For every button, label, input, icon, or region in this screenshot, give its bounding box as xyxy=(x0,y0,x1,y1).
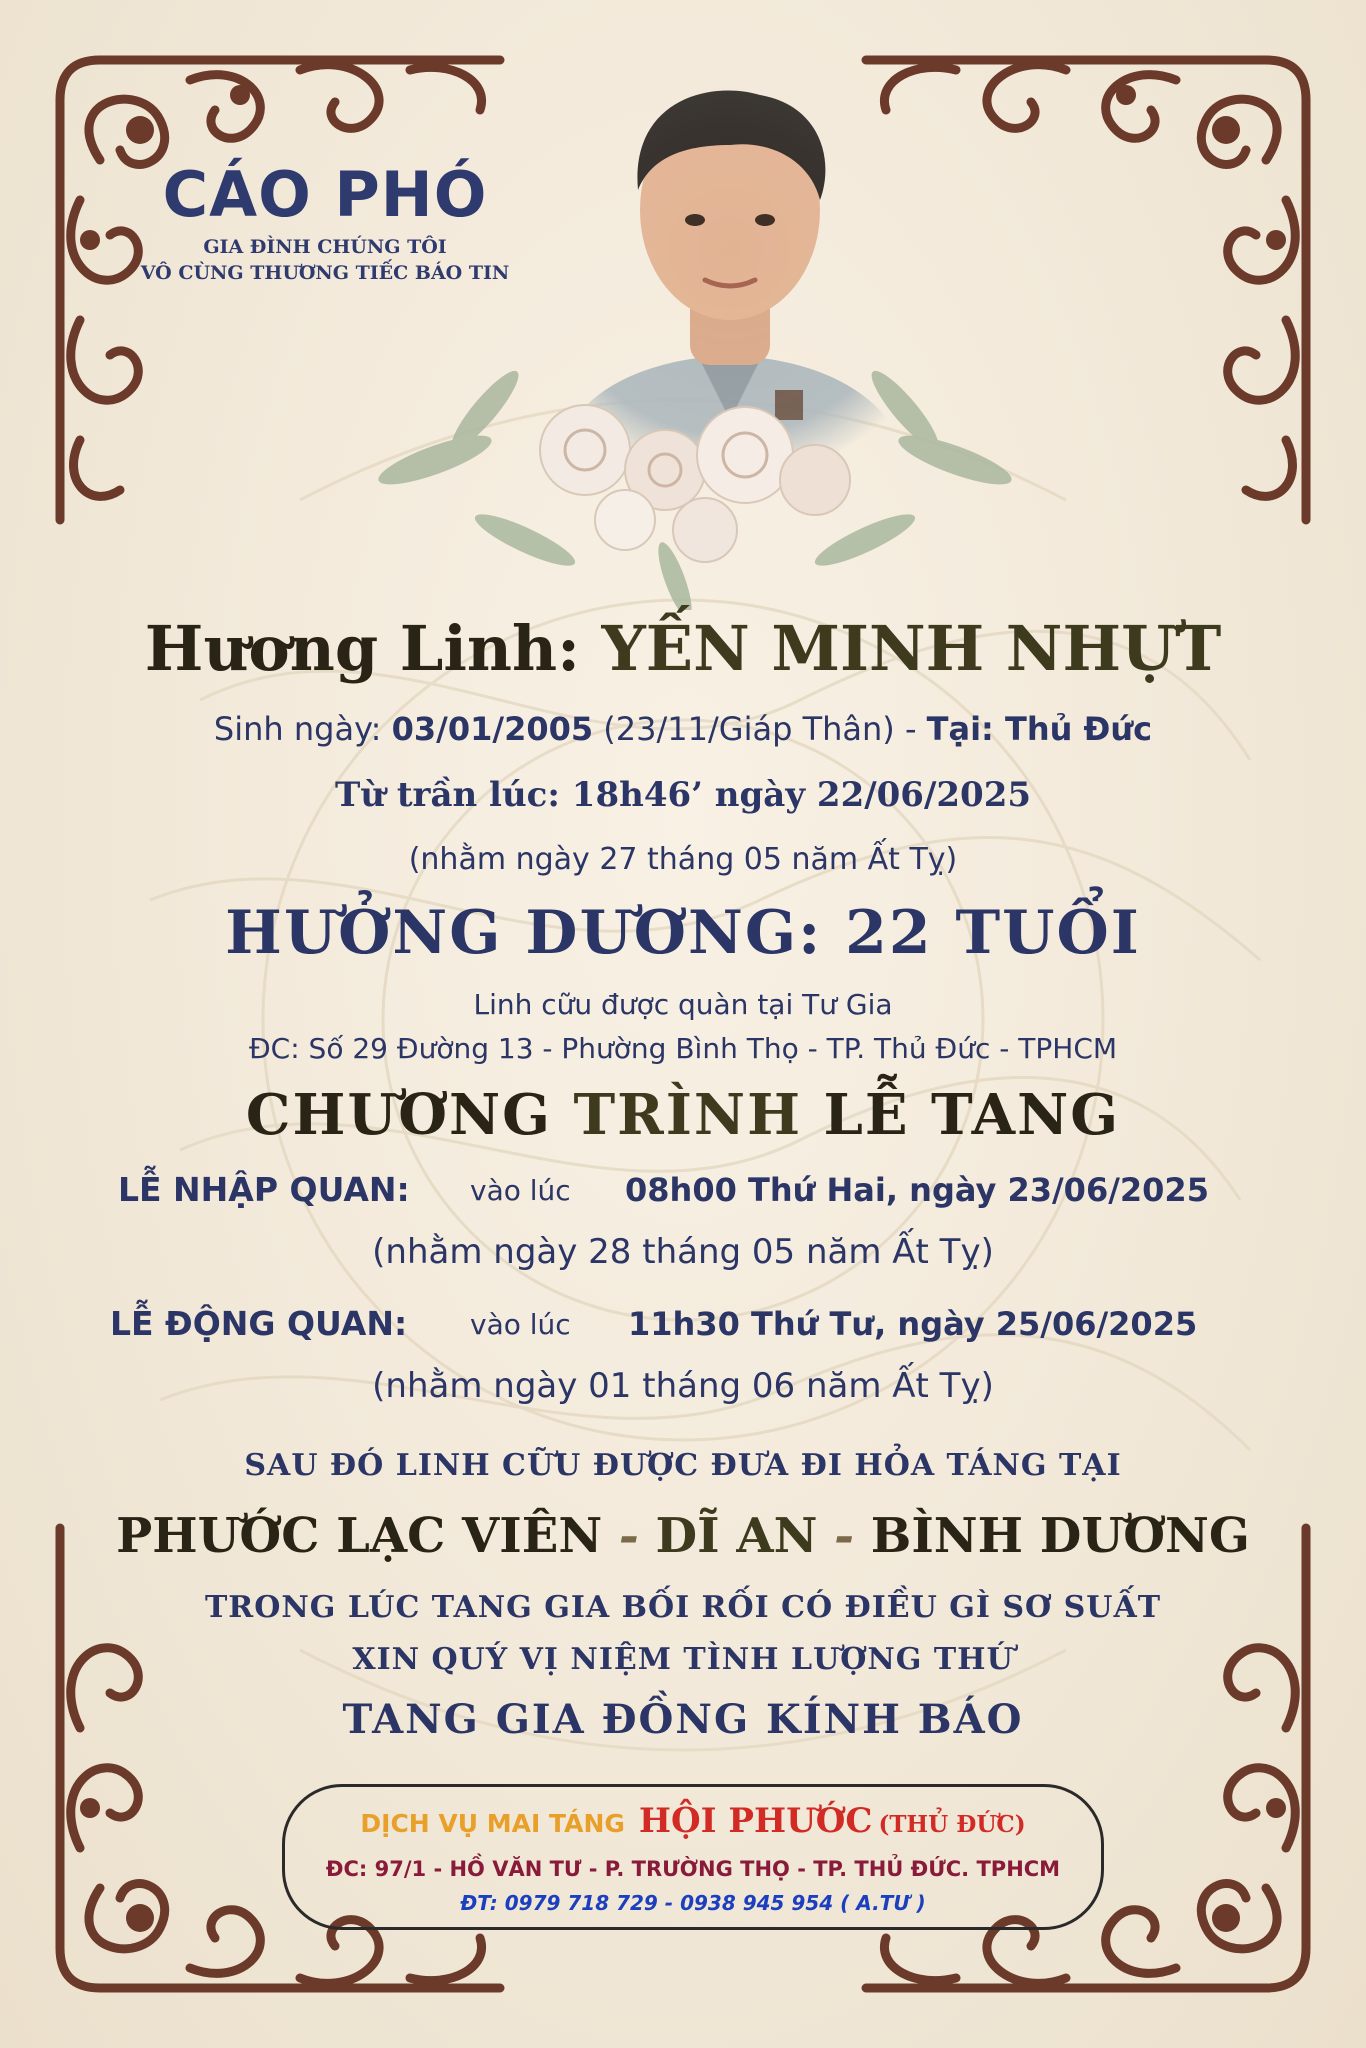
death-info xyxy=(0,775,1366,815)
header-subtitle: VÔ CÙNG THƯƠNG TIẾC BÁO TIN xyxy=(140,262,510,284)
corner-ornament-icon xyxy=(40,1508,510,2008)
cremation-line: SAU ĐÓ LINH CỮU ĐƯỢC ĐƯA ĐI HỎA TÁNG TẠI xyxy=(244,1448,1122,1483)
place-part-1: PHƯỚC LẠC VIÊN xyxy=(116,1508,603,1564)
deceased-name: YẾN MINH NHỰT xyxy=(601,612,1222,685)
corner-ornament-icon xyxy=(856,1508,1326,2008)
deceased-name-line xyxy=(0,612,1366,685)
birth-date: 03/01/2005 xyxy=(391,710,594,748)
place-dash: - xyxy=(602,1508,656,1564)
place-part-3: BÌNH DƯƠNG xyxy=(870,1508,1250,1564)
wake-address: ĐC: Số 29 Đường 13 - Phường Bình Thọ - TP. Thủ Đức - TPHCM xyxy=(248,1032,1118,1065)
apology-line: XIN QUÝ VỊ NIỆM TÌNH LƯỢNG THỨ xyxy=(352,1642,1014,1677)
name-prefix: Hương Linh: xyxy=(144,612,602,685)
age-heading: HƯỞNG DƯƠNG: 22 TUỔI xyxy=(225,898,1141,968)
program-heading xyxy=(0,1082,1366,1148)
birth-lunar: (23/11/Giáp Thân) - xyxy=(593,710,927,748)
rite-at: vào lúc xyxy=(470,1174,571,1207)
program-title-2: TRÌNH xyxy=(573,1082,824,1148)
family-notice: TANG GIA ĐỒNG KÍNH BÁO xyxy=(342,1696,1024,1743)
rite-time: 08h00 Thứ Hai, ngày 23/06/2025 xyxy=(625,1171,1209,1209)
page-title: CÁO PHÓ xyxy=(162,158,488,231)
service-brand: HỘI PHƯỚC xyxy=(638,1801,873,1841)
death-date-label: ngày xyxy=(702,775,817,815)
rite-time: 11h30 Thứ Tư, ngày 25/06/2025 xyxy=(628,1305,1198,1343)
service-name: DỊCH VỤ MAI TÁNG xyxy=(360,1809,625,1838)
header-subtitle: GIA ĐÌNH CHÚNG TÔI xyxy=(203,236,447,258)
rite-label: LỄ ĐỘNG QUAN: xyxy=(110,1304,408,1343)
birth-place: Thủ Đức xyxy=(1004,710,1153,748)
birth-label: Sinh ngày: xyxy=(213,710,392,748)
apology-line: TRONG LÚC TANG GIA BỐI RỐI CÓ ĐIỀU GÌ SƠ SUẤT xyxy=(204,1590,1162,1625)
wake-location: Linh cữu được quàn tại Tư Gia xyxy=(473,988,893,1021)
rite-row xyxy=(0,1170,1366,1220)
service-address: ĐC: 97/1 - HỒ VĂN TƯ - P. TRƯỜNG THỌ - TP. THỦ ĐỨC. TPHCM xyxy=(325,1857,1061,1881)
place-dash: - xyxy=(817,1508,871,1564)
rite-row xyxy=(0,1304,1366,1354)
service-title-row xyxy=(285,1801,1101,1841)
death-date: 22/06/2025 xyxy=(816,775,1032,815)
cremation-place xyxy=(0,1508,1366,1564)
death-time: 18h46’ xyxy=(571,775,703,815)
service-phone: ĐT: 0979 718 729 - 0938 945 954 ( A.TƯ ) xyxy=(460,1891,926,1915)
funeral-service-box xyxy=(282,1784,1104,1930)
rite-at: vào lúc xyxy=(470,1308,571,1341)
rite-lunar: (nhằm ngày 28 tháng 05 năm Ất Tỵ) xyxy=(372,1232,994,1272)
birth-place-label: Tại: xyxy=(926,710,1005,748)
death-label: Từ trần lúc: xyxy=(334,775,572,815)
rite-lunar: (nhằm ngày 01 tháng 06 năm Ất Tỵ) xyxy=(372,1366,994,1406)
service-area: (THỦ ĐỨC) xyxy=(878,1811,1026,1838)
program-title-1: CHƯƠNG xyxy=(245,1082,574,1148)
place-part-2: DĨ AN xyxy=(655,1508,818,1564)
flower-bouquet-icon xyxy=(375,340,1015,610)
rite-label: LỄ NHẬP QUAN: xyxy=(118,1170,410,1209)
program-title-3: LỄ TANG xyxy=(823,1082,1121,1148)
birth-info xyxy=(0,710,1366,748)
death-lunar: (nhằm ngày 27 tháng 05 năm Ất Tỵ) xyxy=(408,842,958,877)
